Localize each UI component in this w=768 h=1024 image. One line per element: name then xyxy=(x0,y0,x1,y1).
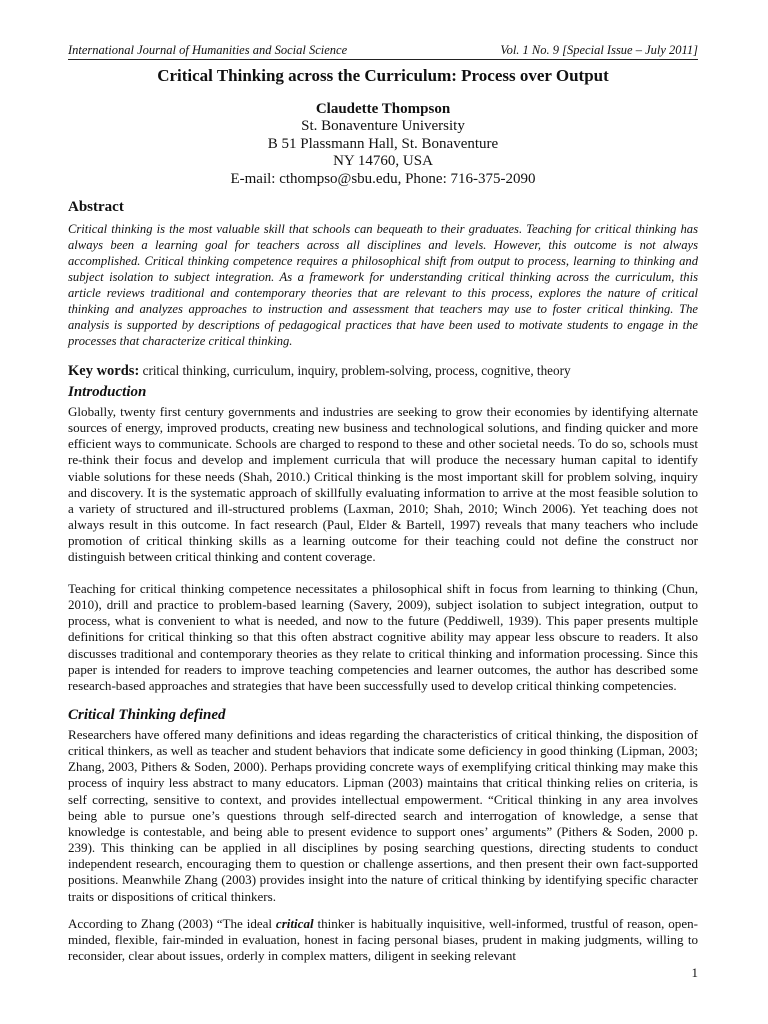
introduction-heading: Introduction xyxy=(68,384,147,400)
issue-info: Vol. 1 No. 9 [Special Issue – July 2011] xyxy=(500,43,698,57)
paper-title: Critical Thinking across the Curriculum: Process over Output xyxy=(157,66,609,85)
critical-thinking-defined-heading: Critical Thinking defined xyxy=(68,707,226,723)
keywords-label: Key words: xyxy=(68,363,140,379)
author-name: Claudette Thompson xyxy=(315,101,451,117)
journal-name: International Journal of Humanities and Social Science xyxy=(68,43,348,57)
author-block xyxy=(68,101,698,188)
header-rule xyxy=(68,59,698,60)
author-address: B 51 Plassmann Hall, St. Bonaventure xyxy=(267,135,499,152)
zhang-text-start: According to Zhang (2003) “The ideal xyxy=(68,916,276,931)
definitions-paragraph: Researchers have offered many definitions and ideas regarding the characteristics of critical thinking, the disposition of critical thinkers, as well as teacher and student behaviors that indicate some deficiency in good thinking (Lipman, 2003; Zhang, 2003, Pithers & Soden, 2000). Perhaps providing concrete ways of exemplifying critical thinking may make this process of inquiry less abstract to many educators. Lipman (2003) maintains that critical thinking relies on criteria, is self correcting, sensitive to context, and provides intellectual empowerment. “Critical thinking in any area involves being able to pursue one’s questions through self-directed search and interrogation of knowledge, a sense that knowledge is contestable, and being able to present evidence to support ones’ arguments” (Pithers & Soden, 2000 p. 239). This thinking can be applied in all disciplines by posing searching questions, directing students to conduct independent research, encouraging them to question or challenge assertions, and then present their own fact-supported positions. Meanwhile Zhang (2003) provides insight into the nature of critical thinking by identifying specific character traits or dispositions of critical thinkers. xyxy=(68,727,698,904)
abstract-heading: Abstract xyxy=(68,199,124,215)
keywords xyxy=(68,362,698,380)
author-contact: E-mail: cthompso@sbu.edu, Phone: 716-375-2090 xyxy=(230,170,536,187)
emphasis-critical: critical xyxy=(275,916,314,931)
introduction-paragraph: Globally, twenty first century governments and industries are seeking to grow their economies by identifying alternate sources of energy, improved products, creating new business and technological solutions, and finding quicker and more efficient ways to communicate. Schools are charged to respond to these and other societal needs. To do so, schools must re-think their focus and develop and implement curricula that will produce the necessary human capital to identify viable solutions for these needs (Shah, 2010.) Critical thinking is the most important skill for problem solving, inquiry and discovery. It is the systematic approach of skillfully evaluating information to arrive at the most feasible solution to a variety of structured and ill-structured problems (Laxman, 2010; Shah, 2010; Winch 2006). Yet teaching does not always result in this outcome. In fact research (Paul, Elder & Bartell, 1997) reveals that many teachers who include promotion of critical thinking skills as a learning outcome for their teaching could not define the construct nor distinguish between critical thinking and content coverage. xyxy=(68,404,698,565)
zhang-paragraph xyxy=(68,916,698,964)
running-header xyxy=(68,43,698,58)
author-city: NY 14760, USA xyxy=(333,153,433,170)
author-affiliation: St. Bonaventure University xyxy=(301,118,465,135)
keywords-text: critical thinking, curriculum, inquiry, problem-solving, process, cognitive, theory xyxy=(142,363,571,378)
page-number: 1 xyxy=(691,965,698,980)
introduction-paragraph: Teaching for critical thinking competence necessitates a philosophical shift in focus from learning to thinking (Chun, 2010), drill and practice to problem-based learning (Savery, 2009), subject isolation to subject integration, output to process, what is convenient to what is needed, and now to the future (Peddiwell, 1939). This paper presents multiple definitions for critical thinking so that this often abstract cognitive ability may appear less obscure to readers. It also discusses traditional and contemporary theories as they relate to critical thinking and information processing. Since this paper is intended for readers to improve teaching competencies and learner outcomes, the author has described some research-based approaches and strategies that have been successfully used to develop critical thinking competencies. xyxy=(68,581,698,693)
zhang-text-end: thinker is habitually inquisitive, well-informed, trustful of reason, open-minded, flexible, fair-minded in evaluation, honest in facing personal biases, prudent in making judgments, willing to reconsider, clear about issues, orderly in complex matters, diligent in seeking relevant xyxy=(68,916,698,964)
abstract-text: Critical thinking is the most valuable skill that schools can bequeath to their graduates. Teaching for critical thinking has always been a learning goal for teachers across all disciplines and levels. However, this outcome is not always accomplished. Critical thinking competence requires a philosophical shift from output to process, learning to thinking and subject isolation to subject integration. As a framework for understanding critical thinking across the curriculum, this article reviews traditional and contemporary theories that are relevant to this process, explores the nature of critical thinking and analyzes approaches to instruction and assessment that teachers may use to foster critical thinking. The analysis is supported by descriptions of pedagogical practices that have been used to motivate students to engage in the processes that characterize critical thinking. xyxy=(68,222,698,349)
